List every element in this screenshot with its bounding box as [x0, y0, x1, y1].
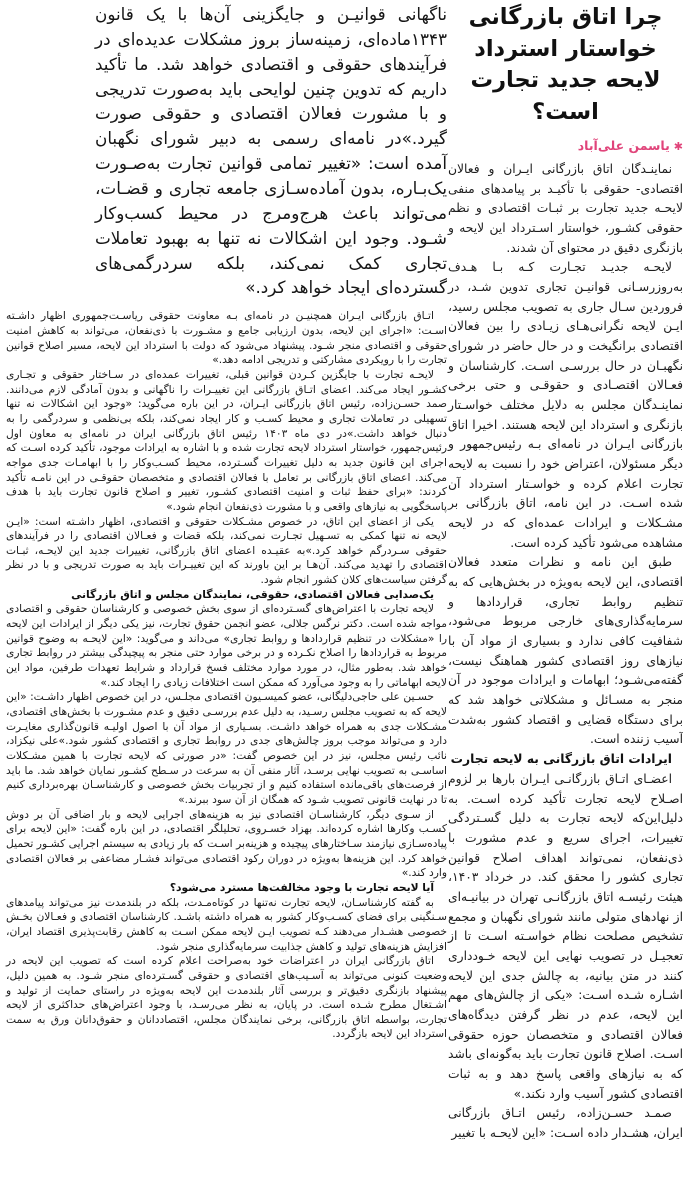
body-paragraph: لایحه تجارت با اعتراض‌های گسـترده‌ای از سوی بخش خصوصی و کارشناسان حقوقی و اقتصادی مواجه شده است. دکتر نرگس جلالی، عضو انجمن حقوق تجارت، نیز یکی دیگر از ایرادات این لایحه را «مشکلات در تنظیم قراردادها و روابط تجاری» می‌داند و می‌گوید: «این لایحـه به وضوح قوانین مربوط به قراردادها را اصلاح نکـرده و در برخی موارد حتی منجر به پیچیدگی بیشتر در روابط تجاری خواهد شد. به‌طور مثال، در مورد موارد مختلف فسخ قرارداد و شرایط تعهدات طرفین، مواد این لایحه ابهاماتی را به وجود می‌آورد که ممکن است اختلافات زیادی را ایجاد کند.» [6, 602, 447, 689]
body-text [6, 309, 447, 1042]
body-paragraph: اتـاق بازرگانی ایـران همچنیـن در نامه‌ای بـه معاونت حقوقی ریاسـت‌جمهوری اظهار داشـته اسـت: «اجرای این لایحه، بدون ارزیابی جامع و مشـورت با ذی‌نفعان، می‌تواند به کاهش امنیت حقوقی و اقتصادی منجر شـود. پیشنهاد می‌شود که دولت با استرداد این لایحه، مسیر اصلاح قوانین تجارت را با رویکردی مشارکتی و تدریجی ادامه دهد.» [6, 309, 447, 367]
intro-paragraph: لایحـه جدیـد تجـارت کـه بـا هـدف به‌روزرسـانی قوانیـن تجاری تدوین شـد، در فروردین سـال جاری به تصویب مجلس رسید، ایـن لایحه نگرانی‌هـای زیـادی را بین فعالان اقتصادی برانگیخت و در حال حاضر در شورای نگهبـان در حال بررسـی اسـت. کارشناسان و فعـالان اقتصـادی و حقوقـی و حتی برخی نماینـدگان مجلس به دلایل مختلف خواسـتار بازنگری و استرداد این لایحه هستند. اخیرا اتاق بازرگانی ایـران در نامه‌ای بـه رئیس‌جمهور و دیگر مسئولان، اعتراض خود را نسبت به لایحه تجارت اعلام کرده و خواسـتار استرداد آن شده اسـت. در این نامه، اتاق بازرگانی بر مشـکلات و ایرادات عمده‌ای که در لایحه مشاهده می‌شود تأکید کرده است. [448, 260, 683, 550]
byline-star-icon: ✱ [673, 140, 683, 153]
intro-paragraph: نماینـدگان اتاق بازرگانی ایـران و فعالان اقتصادی- حقوقی با تأکیـد بر پیامدهای منفی لایحـه جدید تجارت بر ثبـات اقتصادی و نظم حقوقی کشـور، خواستار اسـترداد این لایحه و بازنگری دقیق در محتوای آن شدند. [448, 162, 683, 255]
section-subheading: آیا لایحه تجارت با وجود مخالفت‌ها مسترد می‌شود؟ [169, 880, 434, 894]
body-paragraph: اتاق بازرگانی ایران در اعتراضات خود به‌صراحت اعلام کرده است که تصویب این لایحه در وضعیت کنونی می‌تواند به آسـیب‌های اقتصادی و حقوقی گسـترده‌ای منجر شـود. به همین دلیل، پیشنهاد بازنگری دقیق‌تر و بررسی آثار بلندمدت این لایحه به‌ویژه در راستای حمایت از تولید و اشـتغال مطرح شـده است. در پایان، به نظر می‌رسـد، با وجود اعتراض‌های حداکثری از لایحه تجارت، بواسطه اتاق بازرگانی، برخی نمایندگان مجلس، اقتصاددانان و حقوق‌دانان ورق به سمت استرداد این لایحه بازگردد. [6, 954, 447, 1041]
body-paragraph: لایحـه تجارت با جایگزین کـردن قوانین قبلی، تغییرات عمده‌ای در سـاختار حقوقی و تجـاری کشـور ایجاد می‌کند. اعضای اتـاق بازرگانی این تغییـرات را ناگهانی و بدون آمادگی لازم می‌دانند. صمد حسـن‌زاده، رئیس اتاق بازرگانی ایـران، در این باره می‌گوید: «وجود این اشکالات نه تنها تسهیلی در تعاملات تجاری و محیط کسـب و کار ایجاد نمی‌کند، بلکه بی‌نظمی و سردرگمی را به دنبال خواهد داشت.»در دی ماه ۱۴۰۳ رئیس اتاق بازرگانی ایران در نامه‌ای به معاون اول رئیس‌جمهور، خواستار استرداد لایحه تجارت شده و با اشاره به ایرادات موجود، تأکید کرده اسـت که اجرای این قانون جدید به دلیل تغییرات گسـترده، محیط کسـب‌وکار را با ابهامـات جدی مواجه می‌کند. اعضای اتاق بازرگانی بر تعامل با فعالان اقتصادی و متخصصان حقوقـی در این نامـه تأکید کردند: «برای حفظ ثبات و امنیت اقتصادی کشـور، تغییر و اصلاح قانون تجارت باید با هدف پاسخگویی به نیازهای واقعی و با مشورت ذی‌نفعان انجام شود.» [6, 367, 447, 513]
article-body-column [6, 2, 447, 1042]
body-paragraph: به گفته کارشناسـان، لایحه تجارت نه‌تنها در کوتاه‌مـدت، بلکه در بلندمدت نیز می‌تواند پیامدهای سـنگینی برای فضای کسـب‌وکار کشور به همراه داشته باشـد. کارشناسان اقتصادی و فعـالان بخـش خصوصی هشـدار می‌دهند کـه تصویب ایـن لایحه ممکن اسـت به کاهش رقابت‌پذیری اقتصاد ایران، افزایش هزینه‌های تولید و کاهش جذابیت سرمایه‌گذاری منجر شود. [6, 895, 447, 953]
page-title: چرا اتاق بازرگانی خواستار استرداد لایحه جدید تجارت است؟ [468, 4, 663, 125]
byline [448, 138, 683, 153]
intro-paragraph: صمـد حسـن‌زاده، رئیس اتـاق بازرگانی ایران، هشـدار داده اسـت: «این لایحـه با تغییر [448, 1106, 683, 1140]
body-paragraph: از سـوی دیگر، کارشناسـان اقتصادی نیز به هزینه‌های اجرایی لایحه و بار اضافی آن بر دوش کسـب وکارها اشاره کرده‌اند. بهزاد خسـروی، تحلیلگر اقتصادی، در این باره گفت: «این لایحه برای پیاده‌سـازی نیازمند سـاختارهای پیچیده و هزینه‌بر اسـت که بار زیادی به سیستم اجرایی کشـور تحمیل خواهد کرد. این هزینه‌ها به‌ویژه در دوران رکود اقتصادی می‌تواند فشـار مضاعفی بر فعالان اقتصادی وارد کند.» [6, 807, 447, 880]
section-subheading: ایرادات اتاق بازرگانی به لایحه تجارت [450, 752, 672, 767]
body-paragraph: یکی از اعضای این اتاق، در خصوص مشـکلات حقوقی و اقتصادی، اظهار داشـته است: «ایـن لایحه نه تنها کمکی به تسـهیل تجـارت نمی‌کند، بلکه قضات و فعـالان اقتصادی را در فرآیندهای حقوقی سـردرگم خواهد کرد.»به عقیـده اعضای اتاق بازرگانی، تغییرات جدید این لایحـه، ثبـات اقتصادی را تهدید می‌کند. آن‌هـا بر این باورند که این تغییـرات باید به صورت تدریجی و با در نظر گرفتن سیاست‌های کلان کشور انجام شود. [6, 514, 447, 587]
body-paragraph: حسـین علی حاجی‌دلیگانی، عضو کمیسـیون اقتصادی مجلـس، در این خصوص اظهار داشـت: «این لایحه که به تصویب مجلس رسـید، به دلیل عدم بررسـی دقیق و عدم مشـورت با بخش‌های اقتصادی، مشـکلات جدی به همراه خواهد داشـت. بسـیاری از مواد آن با اصول اولیـه قانون‌گذاری مغایـرت دارد و می‌تواند موجب بروز چالش‌های جدی در روابط تجاری و اقتصادی کشور شود.»علی نیکزاد، نائب رئیس مجلس، نیز در این خصوص گفت: «در صورتی که لایحه تجارت با همین مشـکلات اساسـی به تصویب نهایی برسـد، آثار منفی آن به سرعت در سـطح کشـور نمایان خواهد شد. ما باید از فرصت‌های باقی‌مانده استفاده کنیم و از تجربیات بخش خصوصی و کارشناسـان بهره‌برداری کنیم تا در نهایت قانونی تصویب شـود که همگان از آن سود ببرند.» [6, 690, 447, 806]
intro-paragraph: اعضـای اتـاق بازرگانـی ایـران بارها بر لزوم اصـلاح لایحه تجارت تأکید کرده اسـت. به دلیل‌این‌که لایحه تجارت به دلیل گسـتردگی تغییرات، اجرای سریع و عدم مشورت با ذی‌نفعان، نمی‌تواند اهداف اصلاح قوانین تجاری کشور را محقق کند. در خرداد ۱۴۰۳، هیئت رئیسـه اتاق بازرگانـی تهران در بیانیـه‌ای از نهادهای متولی مانند شورای نگهبان و مجمع تشخیص مصلحت نظام خواسـته اسـت تا از تعجیـل در تصویب نهایی این لایحه خـودداری کنند در متن بیانیه، به چالش جدی این لایحه اشـاره شـده اسـت: «یکی از چالش‌های مهم این لایحه، عدم در نظر گرفتن دیدگاه‌های فعالان اقتصادی و متخصصان حوزه حقوقی اسـت. اصلاح قانون تجارت باید به‌گونه‌ای باشد که به نیازهای واقعی پاسخ دهد و به ثبات اقتصادی کشور آسیب وارد نکند.» [448, 771, 683, 1101]
lead-quote-block: ناگهانی قوانیـن و جایگزینی آن‌ها با یک قانون ۱۳۴۳ماده‌ای، زمینه‌ساز بروز مشکلات عدیده‌ای در فرآیندهای حقوقی و اقتصادی خواهد شد. ما تأکید داریم که تدوین چنین لوایحی باید به‌صورت تدریجی و با مشورت فعالان اقتصادی و حقوقی صورت گیرد.»در نامه‌ای رسمی به دبیر شورای نگهبان آمده است: «تغییر تمامی قوانین تجارت به‌صـورت یک‌بـاره، بدون آماده‌سـازی جامعه تجاری و قضـات، می‌تواند باعث هرج‌ومرج در محیط کسب‌وکار شـود. وجود این اشکالات نه تنها به بهبود تعاملات تجاری کمک نمی‌کند، بلکه سردرگمی‌های گسترده‌ای ایجاد خواهد کرد.» [95, 4, 447, 298]
byline-author: یاسمن علی‌آباد [577, 138, 670, 153]
intro-paragraph: طبق این نامه و نظرات متعدد فعالان اقتصادی، این لایحه به‌ویژه در بخش‌هایی که به تنظیم روابط تجاری، قراردادها و سرمایه‌گذاری‌های خارجی مربوط می‌شود، شفافیت کافی ندارد و بسیاری از مواد آن با نیازهای روز اقتصادی کشور هماهنگ نیست، گفته‌می‌شـود؛ ابهامات و ایرادات موجود در آن منجر به مسـائل و مشکلاتی خواهد شد که برای دستگاه قضایی و اقتصاد کشور به‌شدت آسیب زننده است. [448, 555, 683, 747]
section-subheading: یک‌صدایی فعالان اقتصادی، حقوقی، نمایندگان مجلس و اتاق بازرگانی [71, 587, 434, 601]
article-intro-column [448, 0, 683, 1144]
